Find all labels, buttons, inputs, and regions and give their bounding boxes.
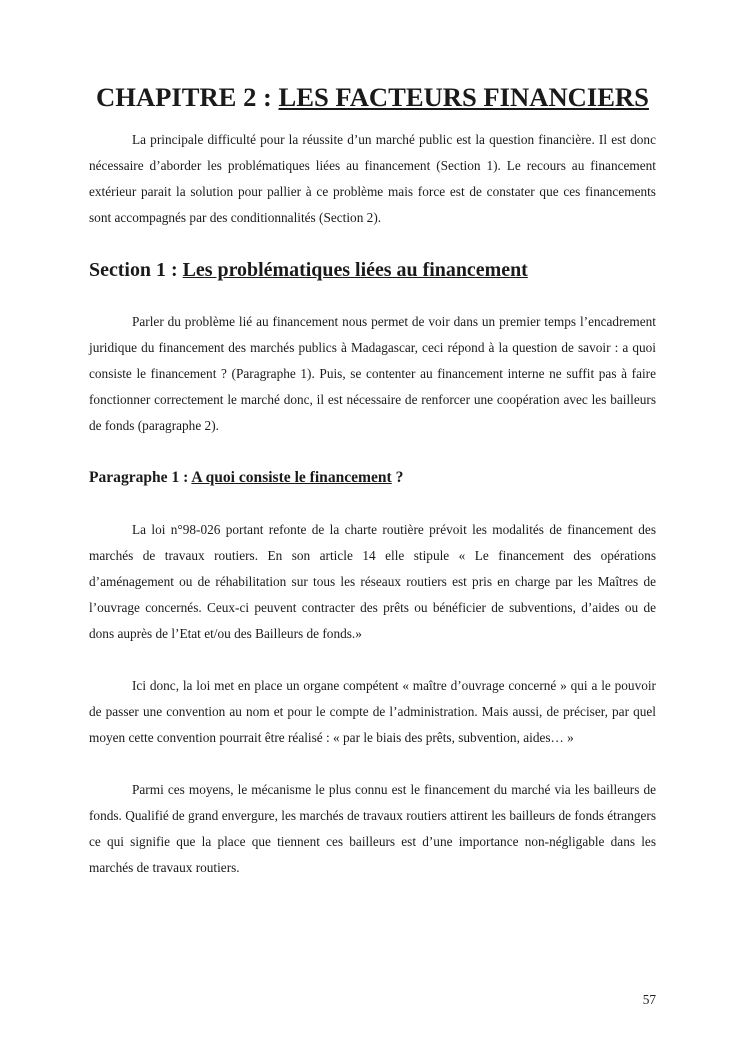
paragraph-1-suffix: ? [391, 469, 404, 486]
paragraph-1-prefix: Paragraphe 1 : [89, 469, 192, 486]
section-1-prefix: Section 1 : [89, 259, 183, 281]
document-page [89, 82, 656, 881]
chapter-title-text: LES FACTEURS FINANCIERS [278, 82, 649, 112]
chapter-title [89, 82, 656, 112]
section-1-paragraph: Parler du problème lié au financement nous permet de voir dans un premier temps l’encadrement juridique du financement des marchés publics à Madagascar, ceci répond à la question de savoir : a quoi consiste le financement ? (Paragraphe 1). Puis, se contenter au financement interne ne suffit pas à faire fonctionner correctement le marché donc, il est nécessaire de renforcer une coopération avec les bailleurs de fonds (paragraphe 2). [89, 314, 656, 433]
paragraph-1-text-2: Ici donc, la loi met en place un organe compétent « maître d’ouvrage concerné » qui a le pouvoir de passer une convention au nom et pour le compte de l’administration. Mais aussi, de préciser, par quel moyen cette convention pourrait être réalisé : « par le biais des prêts, subvention, aides… » [89, 678, 656, 745]
section-1-title: Les problématiques liées au financement [182, 259, 528, 281]
page-number: 57 [642, 992, 656, 1007]
section-1-heading [89, 257, 656, 283]
paragraph-1-heading [89, 465, 656, 491]
paragraph-1-text-1: La loi n°98-026 portant refonte de la charte routière prévoit les modalités de financement des marchés de travaux routiers. En son article 14 elle stipule « Le financement des opérations d’aménagement ou de réhabilitation sur tous les réseaux routiers est pris en charge par les Maîtres de l’ouvrage concernés. Ceux-ci peuvent contracter des prêts ou bénéficier de subventions, d’aides ou de dons auprès de l’Etat et/ou des Bailleurs de fonds.» [89, 522, 656, 641]
chapter-prefix: CHAPITRE 2 : [96, 82, 279, 112]
paragraph-1-text-3: Parmi ces moyens, le mécanisme le plus connu est le financement du marché via les bailleurs de fonds. Qualifié de grand envergure, les marchés de travaux routiers attirent les bailleurs de fonds étrangers ce qui signifie que la place que tiennent ces bailleurs est d’une importance non-négligable dans les marchés de travaux routiers. [89, 782, 656, 875]
paragraph-1-title: A quoi consiste le financement [191, 469, 392, 486]
intro-paragraph: La principale difficulté pour la réussite d’un marché public est la question financière. Il est donc nécessaire d’aborder les problématiques liées au financement (Section 1). Le recours au financement extérieur parait la solution pour pallier à ce problème mais force est de constater que ces financements sont accompagnés par des conditionnalités (Section 2). [89, 132, 656, 225]
